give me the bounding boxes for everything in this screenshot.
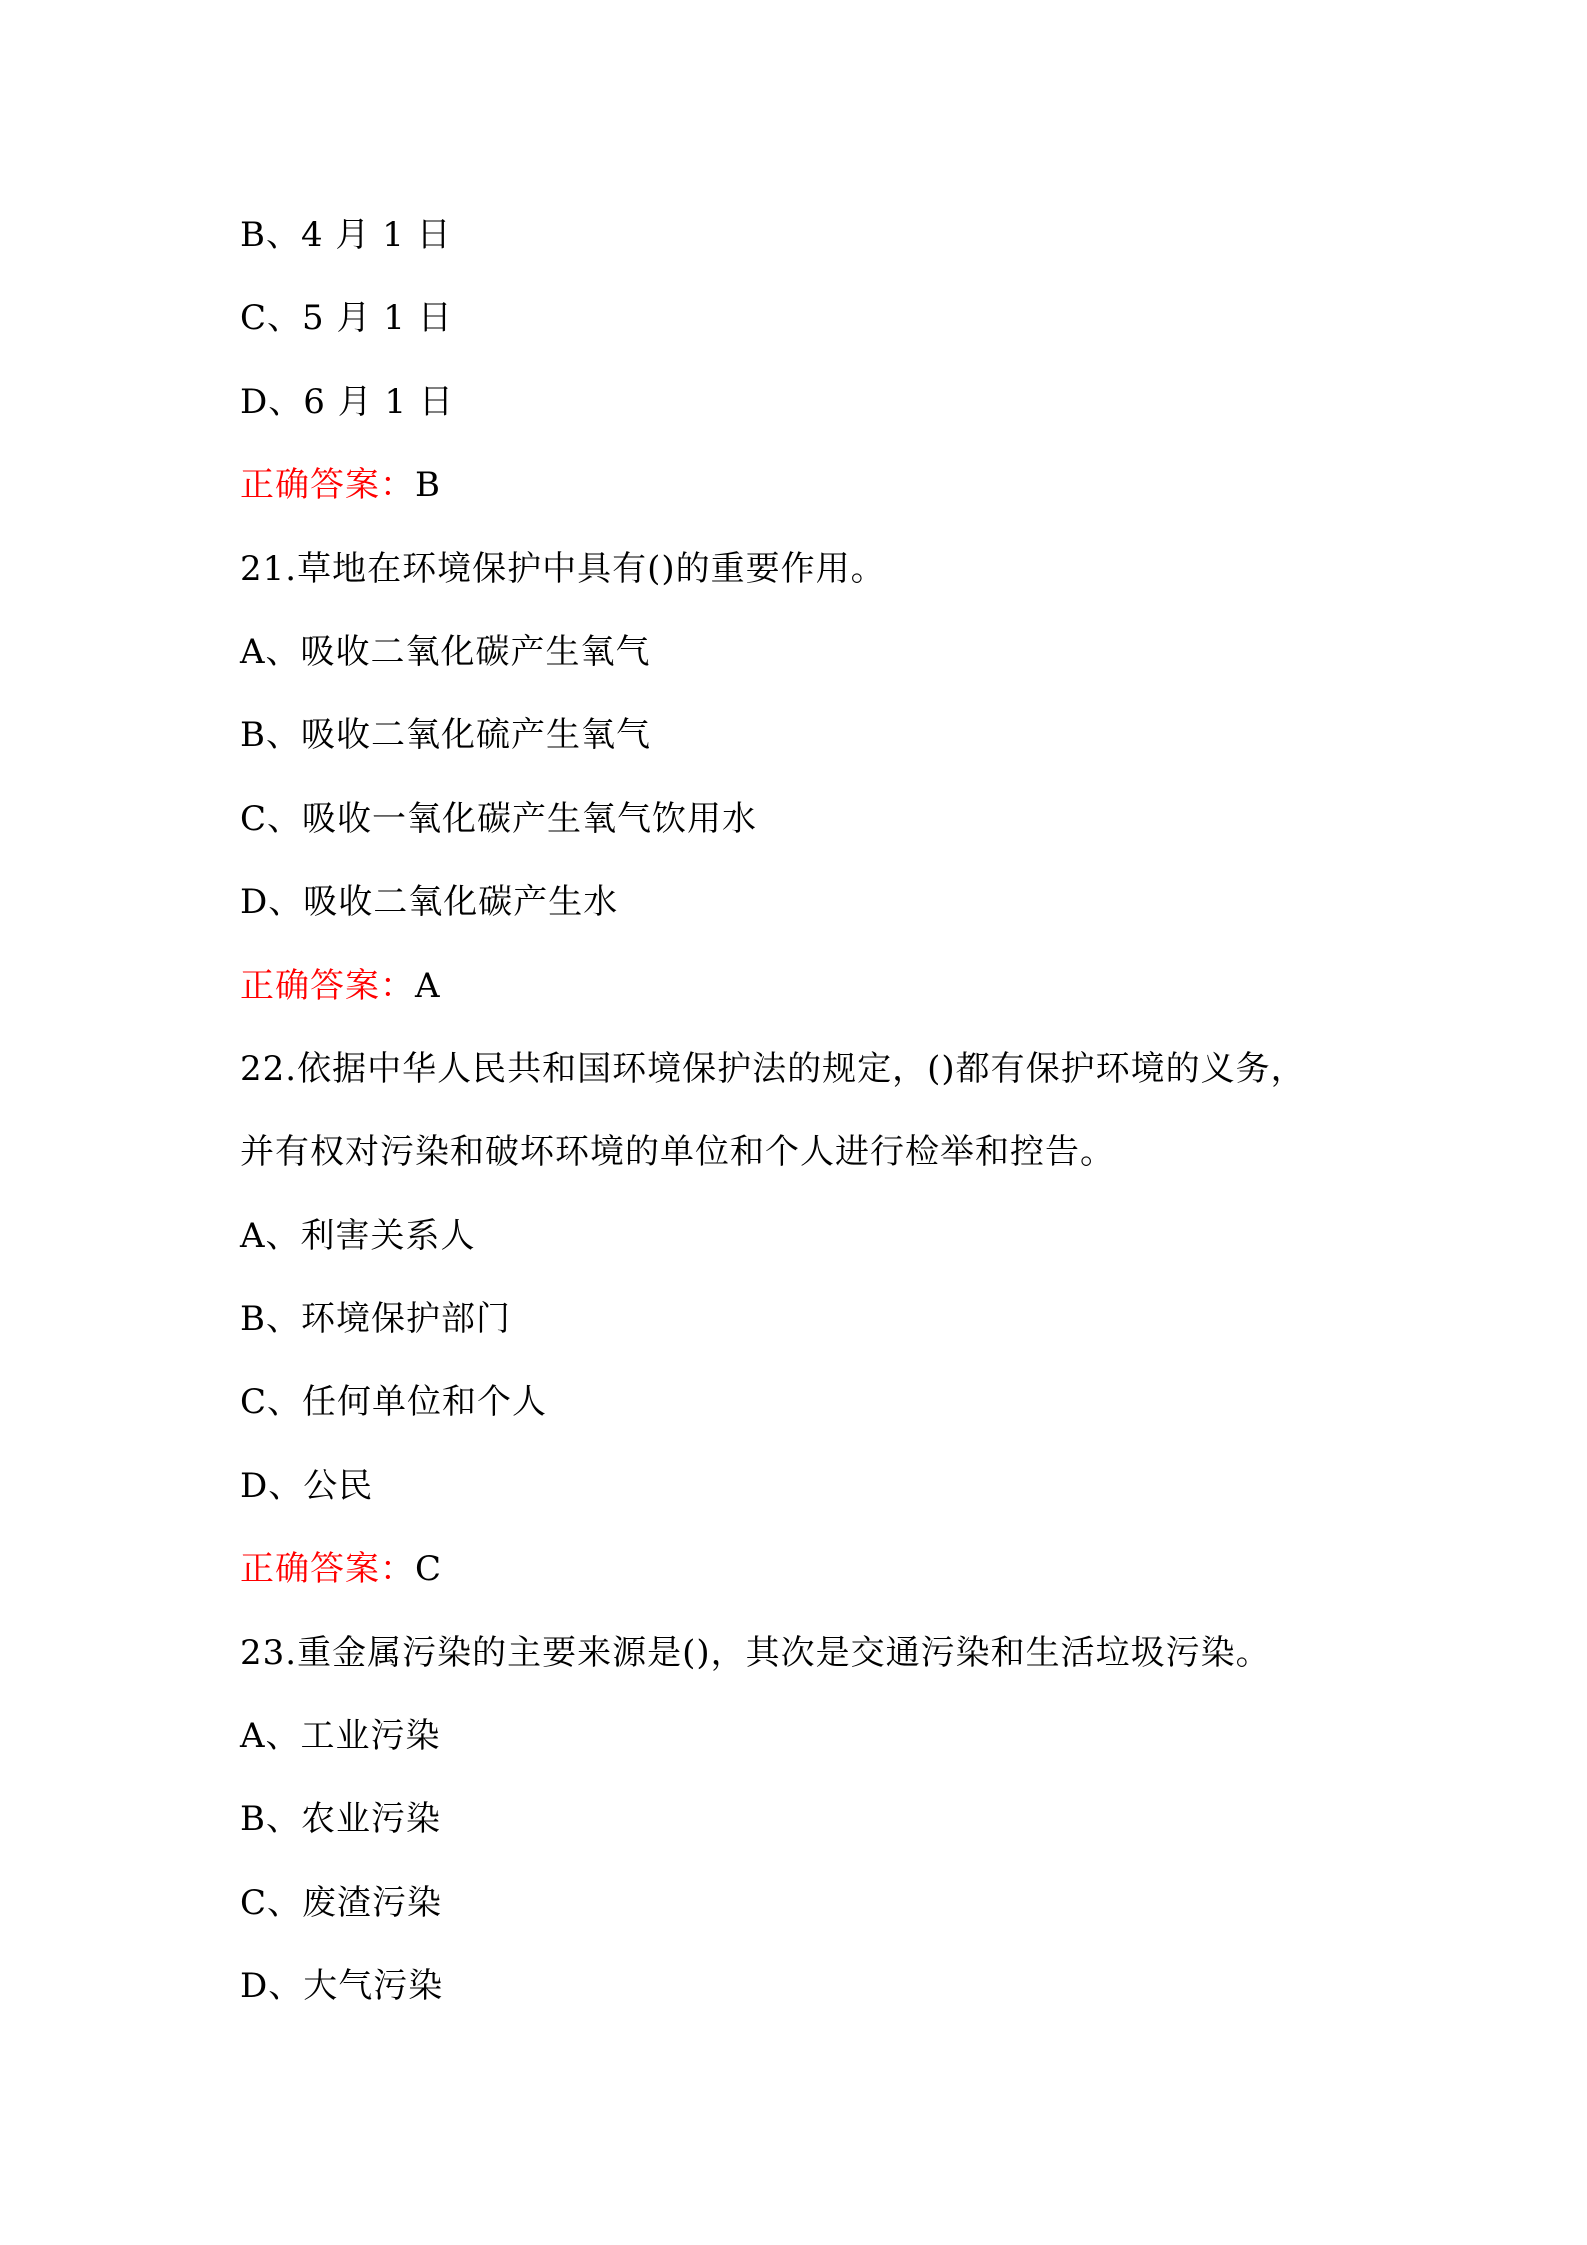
q22-stem-line2: 并有权对污染和破坏环境的单位和个人进行检举和控告。 bbox=[240, 1132, 1115, 1173]
q20-option-c: C、5 月 1 日 bbox=[240, 298, 453, 339]
answer-value: A bbox=[415, 965, 441, 1006]
q22-option-a: A、利害关系人 bbox=[240, 1215, 476, 1256]
q22-option-c: C、任何单位和个人 bbox=[240, 1382, 548, 1423]
q23-option-a: A、工业污染 bbox=[240, 1716, 441, 1757]
q23-option-d: D、大气污染 bbox=[240, 1966, 444, 2007]
q22-option-d: D、公民 bbox=[240, 1465, 374, 1506]
q21-option-a: A、吸收二氧化碳产生氧气 bbox=[240, 631, 651, 672]
q23-option-b: B、农业污染 bbox=[240, 1799, 441, 1840]
q21-answer bbox=[240, 956, 1360, 1039]
q20-option-b: B、4 月 1 日 bbox=[240, 215, 452, 255]
page-content bbox=[240, 205, 1360, 2040]
answer-label: 正确答案： bbox=[240, 465, 415, 506]
answer-label: 正确答案： bbox=[240, 965, 415, 1006]
q20-option-d: D、6 月 1 日 bbox=[240, 381, 454, 422]
q21-option-d: D、吸收二氧化碳产生水 bbox=[240, 882, 619, 923]
answer-value: C bbox=[415, 1549, 443, 1590]
q21-option-c: C、吸收一氧化碳产生氧气饮用水 bbox=[240, 798, 758, 839]
q20-answer bbox=[240, 455, 1360, 538]
q21-option-b: B、吸收二氧化硫产生氧气 bbox=[240, 715, 651, 756]
answer-value: B bbox=[415, 465, 441, 506]
q22-answer bbox=[240, 1539, 1360, 1622]
q23-option-c: C、废渣污染 bbox=[240, 1882, 443, 1923]
q22-stem-line1: 22.依据中华人民共和国环境保护法的规定，()都有保护环境的义务， bbox=[240, 1048, 1306, 1089]
q21-stem: 21.草地在环境保护中具有()的重要作用。 bbox=[240, 548, 886, 589]
q22-option-b: B、环境保护部门 bbox=[240, 1299, 511, 1340]
q23-stem: 23.重金属污染的主要来源是()，其次是交通污染和生活垃圾污染。 bbox=[240, 1632, 1271, 1673]
answer-label: 正确答案： bbox=[240, 1549, 415, 1590]
